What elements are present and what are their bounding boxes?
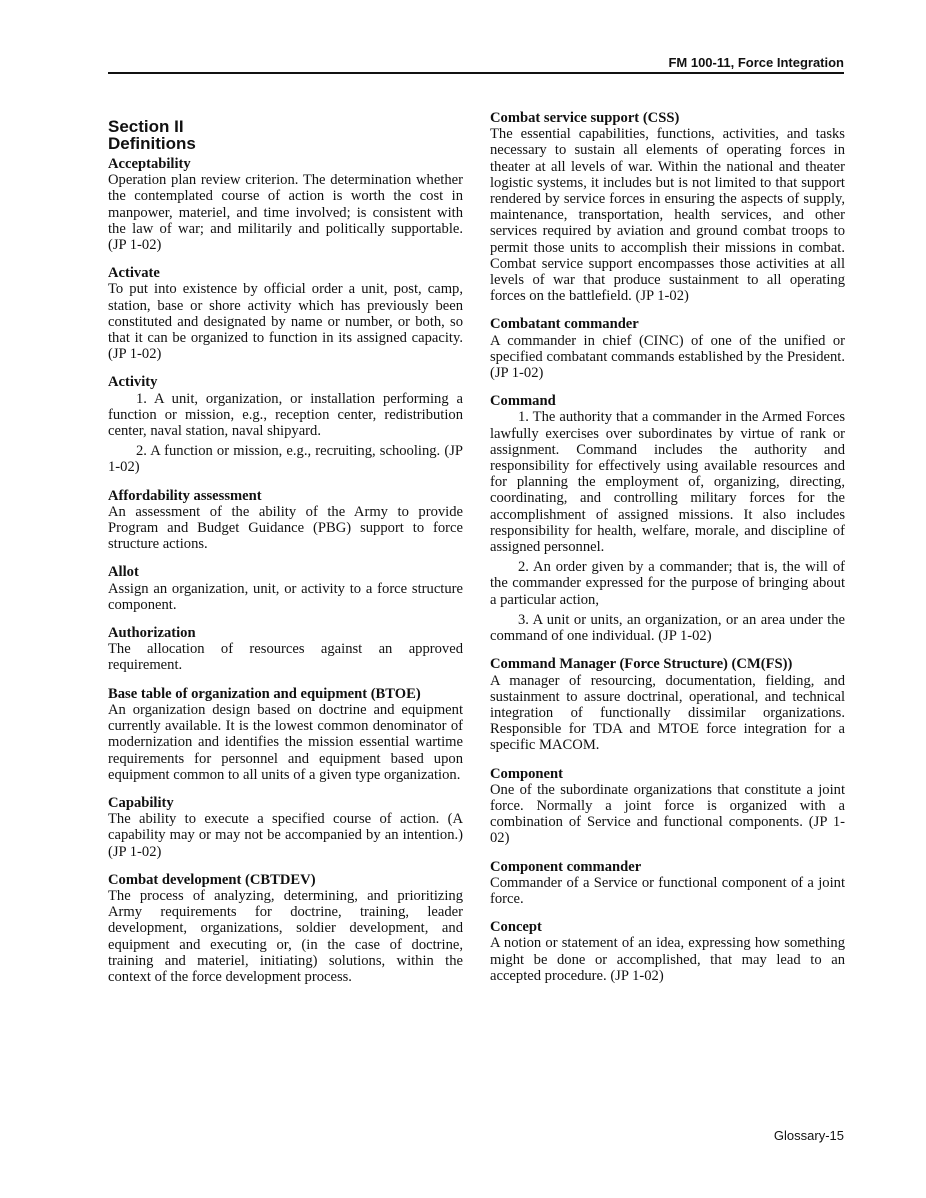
entry-combatant-commander bbox=[490, 316, 845, 381]
definition: To put into existence by official order a unit, post, camp, station, base or shore activity which has previously been constituted and designated by name or number, or both, so that it can be organized to function in its assigned capacity. (JP 1-02) bbox=[108, 281, 463, 363]
section-heading bbox=[108, 118, 463, 152]
left-column bbox=[108, 110, 463, 997]
term: Command bbox=[490, 393, 556, 410]
term: Authorization bbox=[108, 625, 196, 642]
term: Acceptability bbox=[108, 156, 191, 172]
definition-item: 2. A function or mission, e.g., recruiting, schooling. (JP 1-02) bbox=[108, 443, 463, 476]
entry-combat-development bbox=[108, 872, 463, 985]
term: Combatant commander bbox=[490, 316, 639, 333]
term: Combat development (CBTDEV) bbox=[108, 871, 316, 888]
entry-component-commander bbox=[490, 859, 845, 908]
entry-allot bbox=[108, 564, 463, 613]
definition: The ability to execute a specified course of action. (A capability may or may not be accompanied by an intention.) (JP 1-02) bbox=[108, 811, 463, 860]
term: Concept bbox=[490, 919, 542, 936]
section-title: Definitions bbox=[108, 134, 196, 153]
entry-activate bbox=[108, 265, 463, 362]
entry-component bbox=[490, 766, 845, 847]
term: Activate bbox=[108, 265, 160, 282]
term: Activity bbox=[108, 374, 158, 391]
section-label: Section II bbox=[108, 117, 184, 136]
term: Command Manager (Force Structure) (CM(FS)) bbox=[490, 656, 793, 673]
definition-item: 1. The authority that a commander in the Armed Forces lawfully exercises over subordinates by virtue of rank or assignment. Command includes the authority and responsibility for effectively using available resources and for planning the employment of, organizing, directing, coordinating, and controlling military forces for the accomplishment of assigned missions. It also includes responsibility for health, welfare, morale, and discipline of assigned personnel. bbox=[490, 409, 845, 556]
term: Combat service support (CSS) bbox=[490, 110, 680, 126]
term: Affordability assessment bbox=[108, 487, 262, 504]
definition-item: 1. A unit, organization, or installation performing a function or mission, e.g., reception center, redistribution center, naval station, naval shipyard. bbox=[108, 390, 463, 440]
definition: The essential capabilities, functions, activities, and tasks necessary to sustain all elements of operating forces in theater at all levels of war. Within the national and theater logistic systems, it includes but is not limited to that support rendered by service forces in ensuring the aspects of supply, maintenance, transportation, health services, and other services required by aviation and ground combat troops to permit those units to accomplish their missions in combat. Combat service support encompasses those activities at all levels of war that produce sustainment to all operating forces on the battlefield. (JP 1-02) bbox=[490, 126, 845, 305]
entry-command-manager bbox=[490, 656, 845, 753]
term: Component commander bbox=[490, 858, 642, 875]
entry-affordability-assessment bbox=[108, 488, 463, 553]
term: Capability bbox=[108, 794, 174, 811]
term: Component bbox=[490, 765, 563, 782]
entry-activity bbox=[108, 374, 463, 475]
definition: The process of analyzing, determining, and prioritizing Army requirements for doctrine, training, leader development, organizations, soldier development, and equipment and executing or, (in the case of doctrine, training and materiel, initiating) solutions, within the context of the force development process. bbox=[108, 887, 463, 985]
definition: Assign an organization, unit, or activity to a force structure component. bbox=[108, 580, 463, 613]
definition: An organization design based on doctrine and equipment currently available. It is the lowest common denominator of modernization and identifies the mission essential wartime requirements for personnel and equipment based upon equipment common to all units of a given type organization. bbox=[108, 701, 463, 783]
definition: Commander of a Service or functional component of a joint force. bbox=[490, 874, 845, 907]
entry-capability bbox=[108, 795, 463, 860]
header-rule bbox=[108, 72, 844, 74]
right-column bbox=[490, 110, 845, 996]
entry-combat-service-support bbox=[490, 110, 845, 304]
definition: A notion or statement of an idea, expressing how something might be done or accomplished, that may lead to an accepted procedure. (JP 1-02) bbox=[490, 935, 845, 984]
page-number: Glossary-15 bbox=[773, 1128, 844, 1143]
entry-authorization bbox=[108, 625, 463, 674]
entry-command bbox=[490, 393, 845, 644]
definition: One of the subordinate organizations that constitute a joint force. Normally a joint force is organized with a combination of Service and functional components. (JP 1-02) bbox=[490, 781, 845, 847]
definition: A commander in chief (CINC) of one of the unified or specified combatant commands established by the President. (JP 1-02) bbox=[490, 332, 845, 382]
definition: A manager of resourcing, documentation, fielding, and sustainment to assure doctrinal, operational, and technical integration of functionally dissimilar organizations. Responsible for TDA and MTOE force integration for a specific MACOM. bbox=[490, 672, 845, 754]
definition: The allocation of resources against an approved requirement. bbox=[108, 641, 463, 674]
definition-item: 2. An order given by a commander; that is, the will of the commander expressed for the purpose of bringing about a particular action, bbox=[490, 559, 845, 608]
entry-concept bbox=[490, 919, 845, 984]
definition: An assessment of the ability of the Army to provide Program and Budget Guidance (PBG) support to force structure actions. bbox=[108, 503, 463, 553]
running-header: FM 100-11, Force Integration bbox=[668, 55, 844, 70]
definition-item: 3. A unit or units, an organization, or an area under the command of one individual. (JP 1-02) bbox=[490, 611, 845, 645]
entry-acceptability bbox=[108, 156, 463, 253]
term: Base table of organization and equipment (BTOE) bbox=[108, 685, 421, 702]
definition: Operation plan review criterion. The determination whether the contemplated course of action is worth the cost in manpower, materiel, and time involved; is consistent with the law of war; and militarily and politically supportable. (JP 1-02) bbox=[108, 172, 463, 254]
term: Allot bbox=[108, 564, 139, 581]
entry-btoe bbox=[108, 686, 463, 783]
